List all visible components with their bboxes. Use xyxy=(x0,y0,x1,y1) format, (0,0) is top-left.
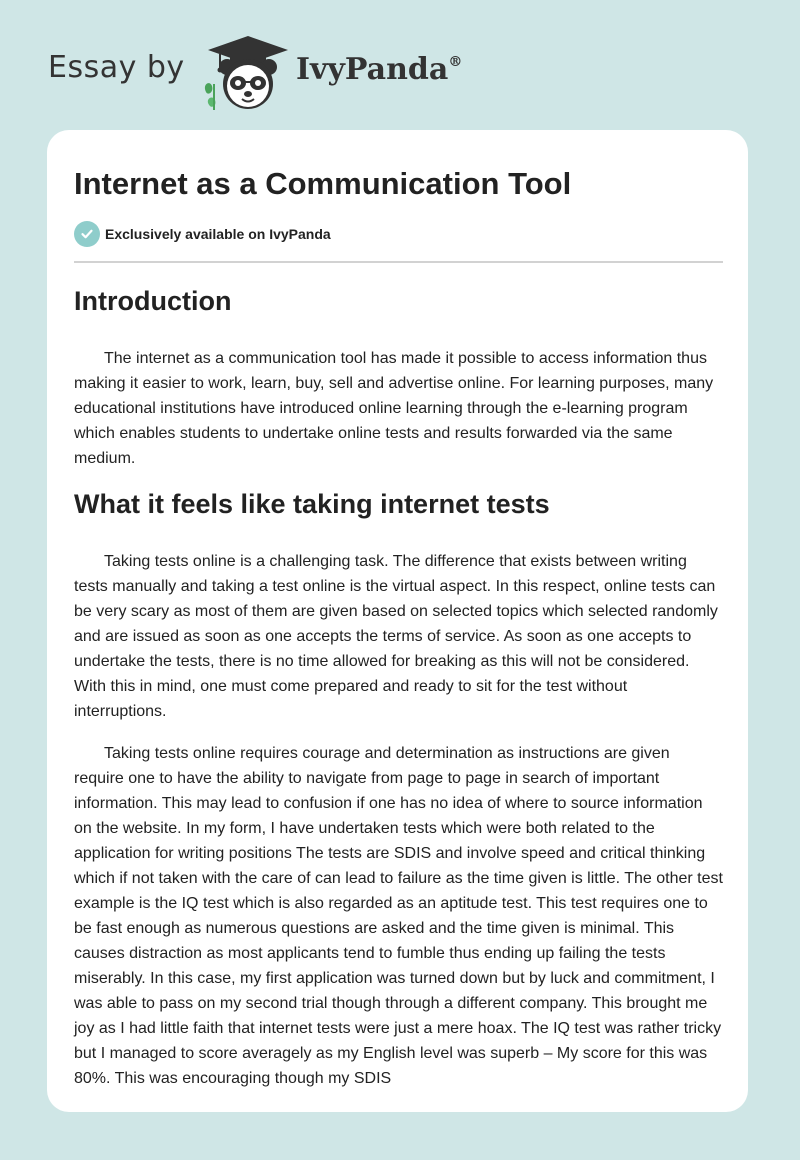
essay-by-label: Essay by xyxy=(48,50,185,85)
exclusive-badge-label: Exclusively available on IvyPanda xyxy=(105,226,331,242)
brand-text: IvyPanda xyxy=(296,52,449,87)
brand-name[interactable] xyxy=(296,52,462,87)
site-header xyxy=(0,0,800,130)
section-heading-introduction: Introduction xyxy=(74,286,232,316)
paragraph-internet-tests-2: Taking tests online requires courage and determination as instructions are given require one to have the ability to navigate from page to page in search of important information. This may lead to confusion if one has no idea of where to source information on the website. In my form, I have undertaken tests which were both related to the application for writing positions The tests are SDIS and involve speed and critical thinking which if not taken with the care of can lead to failure as the time given is little. The other test example is the IQ test which is also regarded as an aptitude test. This test requires one to be fast enough as numerous questions are asked and the time given is minimal. This causes distraction as most applicants tend to fumble thus ending up failing the tests miserably. In this case, my first application was turned down but by luck and commitment, I was able to pass on my second trial though through a different company. This brought me joy as I had little faith that internet tests were just a mere hoax. The IQ test was rather tricky but I managed to score averagely as my English level was superb – My score for this was 80%. This was encouraging though my SDIS xyxy=(74,745,723,1087)
paragraph-introduction: The internet as a communication tool has made it possible to access information thus making it easier to work, learn, buy, sell and advertise online. For learning purposes, many educational institutions have introduced online learning through the e-learning program which enables students to undertake online tests and results forwarded via the same medium. xyxy=(74,350,714,467)
essay-card xyxy=(47,130,748,1112)
page-title: Internet as a Communication Tool xyxy=(74,166,572,201)
registered-mark: ® xyxy=(448,54,463,70)
paragraph-internet-tests-1: Taking tests online is a challenging task. The difference that exists between writing tests manually and taking a test online is the virtual aspect. In this respect, online tests can be very scary as most of them are given based on selected topics which selected randomly and are issued as soon as one accepts the terms of service. As soon as one accepts to undertake the tests, there is no time allowed for breaking as this will not be considered. With this in mind, one must come prepared and ready to sit for the test without interruptions. xyxy=(74,553,718,720)
section-heading-internet-tests: What it feels like taking internet tests xyxy=(74,489,550,519)
exclusive-badge xyxy=(74,221,331,247)
divider xyxy=(74,261,723,263)
check-circle-icon xyxy=(74,221,100,247)
panda-graduate-logo-icon[interactable] xyxy=(200,36,296,112)
article-body xyxy=(74,282,723,1091)
